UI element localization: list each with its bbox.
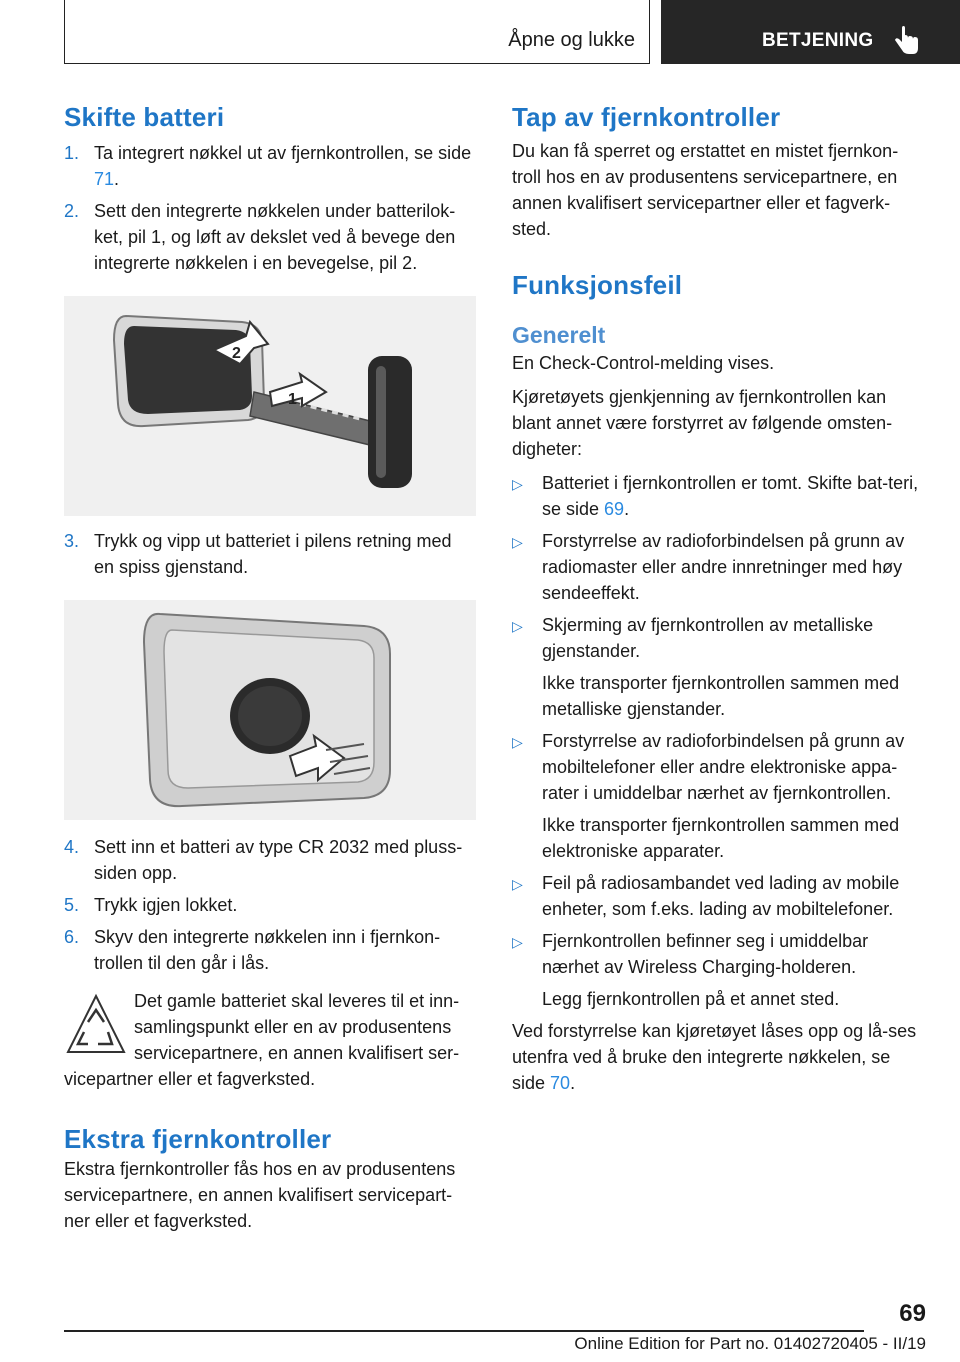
list-item xyxy=(64,528,476,580)
list-item xyxy=(512,728,924,864)
footer-divider xyxy=(64,1330,864,1332)
battery-steps-list-b xyxy=(64,528,476,580)
section-title-malfunction: Funksjonsfeil xyxy=(512,270,683,300)
step-text: Sett inn et batteri av type CR 2032 med pluss-siden opp. xyxy=(94,837,463,883)
list-item xyxy=(512,870,924,922)
page-link[interactable]: 70 xyxy=(550,1073,571,1093)
step-text: Trykk igjen lokket. xyxy=(94,895,238,915)
closing-text-body: Ved forstyrrelse kan kjøretøyet låses opp og lå-ses utenfra ved å bruke den integrerte nøkkelen, se side xyxy=(512,1021,917,1093)
general-text-1: En Check-Control-melding vises. xyxy=(512,353,775,373)
bullet-triangle-icon: ▷ xyxy=(512,934,523,950)
bullet-sub-text: Legg fjernkontrollen på et annet sted. xyxy=(542,989,840,1009)
list-item xyxy=(512,612,924,722)
list-item xyxy=(64,140,476,192)
bullet-triangle-icon: ▷ xyxy=(512,876,523,892)
step-number: 3. xyxy=(64,531,80,551)
bullet-text: Fjernkontrollen befinner seg i umiddelbar nærhet av Wireless Charging-holderen. xyxy=(542,931,869,977)
bullet-triangle-icon: ▷ xyxy=(512,734,523,750)
bullet-sub-text: Ikke transporter fjernkontrollen sammen med elektroniske apparater. xyxy=(542,815,900,861)
step-number: 5. xyxy=(64,895,80,915)
bullet-text: Skjerming av fjernkontrollen av metalliske gjenstander. xyxy=(542,615,874,661)
general-text-2: Kjøretøyets gjenkjenning av fjernkontrollen kan blant annet være forstyrret av følgende omsten-digheter: xyxy=(512,387,893,459)
step-text-end: . xyxy=(114,169,120,189)
battery-steps-list-c xyxy=(64,834,476,976)
bullet-text: Forstyrrelse av radioforbindelsen på grunn av mobiltelefoner eller andre elektroniske appa-rater i umiddelbar nærhet av fjernkontrollen. xyxy=(542,731,905,803)
section-title-extra-remotes: Ekstra fjernkontroller xyxy=(64,1124,332,1154)
bullet-text: Feil på radiosambandet ved lading av mobile enheter, som f.eks. lading av mobiltelefoner. xyxy=(542,873,900,919)
step-number: 6. xyxy=(64,927,80,947)
bullet-sub-text: Ikke transporter fjernkontrollen sammen med metalliske gjenstander. xyxy=(542,673,900,719)
bullet-triangle-icon: ▷ xyxy=(512,534,523,550)
list-item xyxy=(64,834,476,886)
arrow-label-1: 1 xyxy=(288,391,297,408)
step-number: 4. xyxy=(64,837,80,857)
recycling-icon xyxy=(64,992,128,1066)
step-text: Skyv den integrerte nøkkelen inn i fjernkon-trollen til den går i lås. xyxy=(94,927,441,973)
list-item xyxy=(512,928,924,1012)
extra-remotes-text: Ekstra fjernkontroller fås hos en av produsentens servicepartnere, en annen kvalifisert servicepart-ner eller et fagverksted. xyxy=(64,1159,456,1231)
key-fob-illustration xyxy=(64,296,476,516)
recycling-note-text: Det gamle batteriet skal leveres til et inn-samlingspunkt eller en av produsentens servicepartnere, en annen kvalifisert ser-vicepartner eller et fagverksted. xyxy=(64,991,460,1089)
recycling-note xyxy=(64,988,476,1092)
list-item xyxy=(64,924,476,976)
header-chapter-tab xyxy=(661,0,960,64)
list-item xyxy=(64,892,476,918)
figure-remove-cover xyxy=(64,296,476,516)
figure-tilt-battery xyxy=(64,600,476,820)
right-column xyxy=(512,100,924,1096)
open-fob-illustration xyxy=(64,600,476,820)
battery-steps-list-a xyxy=(64,140,476,276)
header-chapter-title: BETJENING xyxy=(762,30,874,51)
step-number: 2. xyxy=(64,201,80,221)
page-link[interactable]: 69 xyxy=(604,499,625,519)
bullet-text-end: . xyxy=(624,499,630,519)
arrow-label-2: 2 xyxy=(232,345,241,362)
closing-text-end: . xyxy=(570,1073,576,1093)
list-item xyxy=(64,198,476,276)
closing-text xyxy=(512,1018,924,1096)
edition-note: Online Edition for Part no. 01402720405 - II/19 xyxy=(574,1334,926,1353)
step-text: Ta integrert nøkkel ut av fjernkontrollen, se side xyxy=(94,143,472,163)
list-item xyxy=(512,470,924,522)
bullet-text: Forstyrrelse av radioforbindelsen på grunn av radiomaster eller andre innretninger med høy sendeeffekt. xyxy=(542,531,905,603)
pointing-hand-icon xyxy=(893,26,921,56)
header-section-tab xyxy=(64,0,650,64)
subsection-title-general: Generelt xyxy=(512,322,606,348)
page-link[interactable]: 71 xyxy=(94,169,115,189)
bullet-triangle-icon: ▷ xyxy=(512,618,523,634)
lost-remote-text: Du kan få sperret og erstattet en mistet fjernkon-troll hos en av produsentens servicepartnere, en annen kvalifisert servicepartner eller et fagverk-sted. xyxy=(512,141,899,239)
bullet-text: Batteriet i fjernkontrollen er tomt. Skifte bat-teri, se side xyxy=(542,473,919,519)
step-text: Sett den integrerte nøkkelen under batterilok-ket, pil 1, og løft av dekslet ved å bevege den integrerte nøkkelen i en bevegelse, pil 2. xyxy=(94,201,456,273)
step-text: Trykk og vipp ut batteriet i pilens retning med en spiss gjenstand. xyxy=(94,531,452,577)
bullet-triangle-icon: ▷ xyxy=(512,476,523,492)
causes-list xyxy=(512,470,924,1012)
left-column xyxy=(64,100,476,1234)
page-number: 69 xyxy=(899,1300,926,1327)
header-section-title: Åpne og lukke xyxy=(508,29,635,51)
section-title-change-battery: Skifte batteri xyxy=(64,102,225,132)
step-number: 1. xyxy=(64,143,80,163)
list-item xyxy=(512,528,924,606)
section-title-lost-remote: Tap av fjernkontroller xyxy=(512,102,781,132)
